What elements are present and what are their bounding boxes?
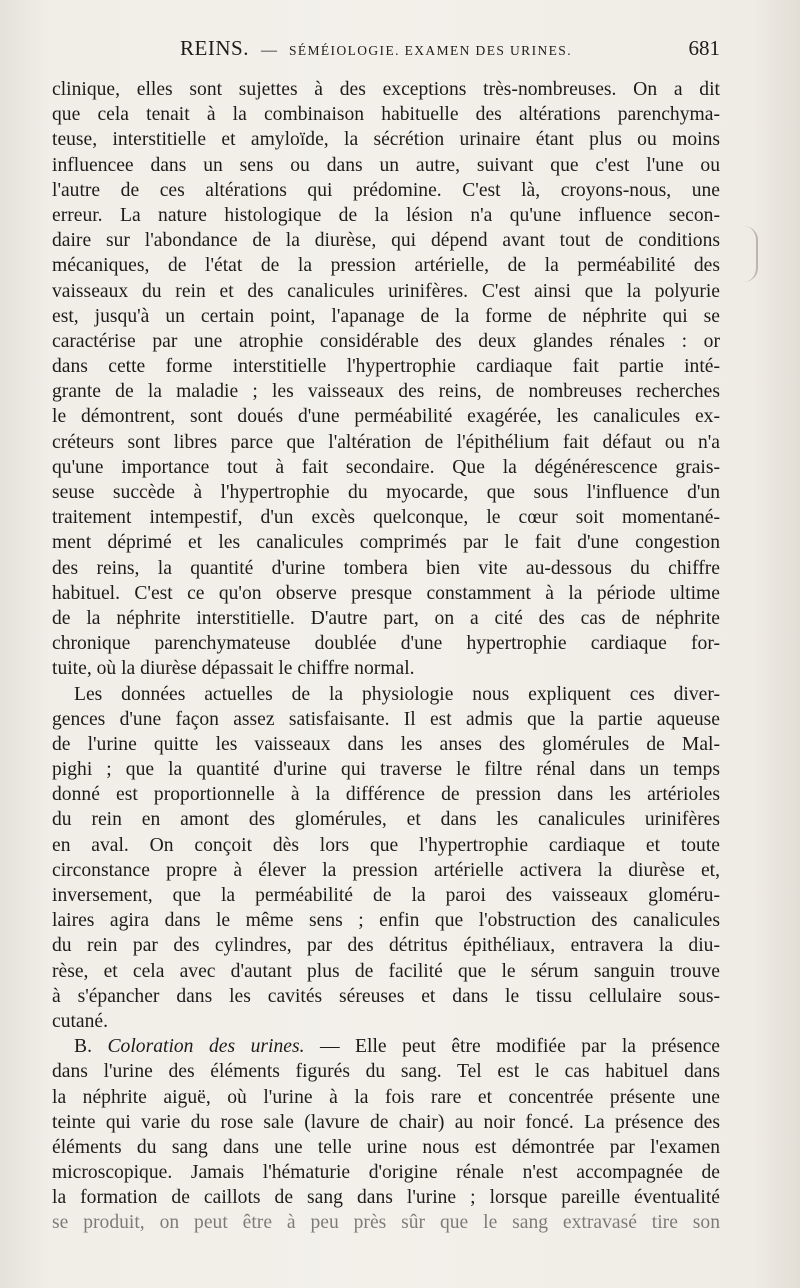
text-line: cutané. <box>52 1010 109 1032</box>
page-number: 681 <box>688 36 720 60</box>
text-line: du rein par des cylindres, par des détritus épithéliaux, entravera la diu- <box>52 935 720 957</box>
text-line: laires agira dans le même sens ; enfin que l'obstruction des canalicules <box>52 910 720 932</box>
text-line: clinique, elles sont sujettes à des exceptions très-nombreuses. On a dit <box>52 79 720 100</box>
running-separator: — <box>260 42 277 59</box>
paragraph-3 <box>52 1034 720 1236</box>
paragraph-1 <box>52 77 720 682</box>
text-line: habituel. C'est ce qu'on observe presque constamment à la période ultime <box>52 582 720 604</box>
text-line: l'autre de ces altérations qui prédomine. C'est là, croyons-nous, une <box>52 179 720 201</box>
text-line: traitement intempestif, d'un excès quelconque, le cœur soit momentané- <box>52 507 720 529</box>
text-line: tuite, où la diurèse dépassait le chiffre normal. <box>52 658 415 680</box>
running-header-text <box>52 36 660 61</box>
text-line: seuse succède à l'hypertrophie du myocarde, que sous l'influence d'un <box>52 482 720 503</box>
text-line: en aval. On conçoit dès lors que l'hypertrophie cardiaque et toute <box>52 834 720 856</box>
text-line: le démontrent, sont doués d'une perméabilité exagérée, les canalicules ex- <box>52 406 720 428</box>
text-line: rèse, et cela avec d'autant plus de facilité que le sérum sanguin trouve <box>52 960 720 982</box>
text-line: pighi ; que la quantité d'urine qui traverse le filtre rénal dans un temps <box>52 759 720 781</box>
text-line: teinte qui varie du rose sale (lavure de chair) au noir foncé. La présence des <box>52 1111 720 1133</box>
body-text <box>52 77 720 1236</box>
margin-pencil-mark <box>744 226 758 282</box>
text-line: mécaniques, de l'état de la pression artérielle, de la perméabilité des <box>52 255 720 277</box>
text-line: grante de la maladie ; les vaisseaux des reins, de nombreuses recherches <box>52 381 720 403</box>
text-line: circonstance propre à élever la pression artérielle activera la diurèse et, <box>52 859 720 881</box>
section-heading-line <box>52 1034 720 1059</box>
text-line: à s'épancher dans les cavités séreuses et dans le tissu cellulaire sous- <box>52 985 720 1007</box>
text-line: des reins, la quantité d'urine tombera bien vite au-dessous du chiffre <box>52 557 720 579</box>
text-line: influencee dans un sens ou dans un autre, suivant que c'est l'une ou <box>52 154 720 176</box>
text-line: la néphrite aiguë, où l'urine à la fois rare et concentrée présente une <box>52 1086 720 1108</box>
text-line: caractérise par une atrophie considérable des deux glandes rénales : or <box>52 330 720 352</box>
text-line: chronique parenchymateuse doublée d'une hypertrophie cardiaque for- <box>52 633 720 655</box>
text-line: éléments du sang dans une telle urine nous est démontrée par l'examen <box>52 1136 720 1158</box>
text-line: créteurs sont libres parce que l'altération de l'épithélium fait défaut ou n'a <box>52 431 720 453</box>
faded-text-line: se produit, on peut être à peu près sûr que le sang extravasé tire son <box>52 1212 720 1234</box>
text-line: erreur. La nature histologique de la lésion n'a qu'une influence secon- <box>52 204 720 226</box>
text-line: dans l'urine des éléments figurés du sang. Tel est le cas habituel dans <box>52 1061 720 1083</box>
paragraph-2 <box>52 682 720 1035</box>
text-line: daire sur l'abondance de la diurèse, qui dépend avant tout de conditions <box>52 230 720 252</box>
text-line: vaisseaux du rein et des canalicules urinifères. C'est ainsi que la polyurie <box>52 280 720 302</box>
running-header <box>52 36 720 70</box>
text-line: donné est proportionnelle à la différence de pression dans les artérioles <box>52 784 720 806</box>
text-line: est, jusqu'à un certain point, l'apanage de la forme de néphrite qui se <box>52 305 720 327</box>
section-first-line-text: — Elle peut être modifiée par la présence <box>319 1036 720 1058</box>
text-line: de l'urine quitte les vaisseaux dans les anses des glomérules de Mal- <box>52 733 720 755</box>
text-line: dans cette forme interstitielle l'hypertrophie cardiaque fait partie inté- <box>52 356 720 378</box>
text-line: du rein en amont des glomérules, et dans les canalicules urinifères <box>52 809 720 831</box>
running-subtitle: SÉMÉIOLOGIE. EXAMEN DES URINES. <box>288 43 572 58</box>
text-line: gences d'une façon assez satisfaisante. Il est admis que la partie aqueuse <box>52 708 720 730</box>
text-line: de la néphrite interstitielle. D'autre part, on a cité des cas de néphrite <box>52 607 720 629</box>
section-title: Coloration des urines. <box>107 1036 305 1058</box>
text-line: ment déprimé et les canalicules comprimés par le fait d'une congestion <box>52 532 720 554</box>
section-label: B. <box>74 1036 92 1058</box>
text-line: inversement, que la perméabilité de la paroi des vaisseaux gloméru- <box>52 885 720 906</box>
text-line: la formation de caillots de sang dans l'urine ; lorsque pareille éventualité <box>52 1187 720 1209</box>
text-line: que cela tenait à la combinaison habituelle des altérations parenchyma- <box>52 104 720 126</box>
text-line: microscopique. Jamais l'hématurie d'origine rénale n'est accompagnée de <box>52 1162 720 1184</box>
text-line: qu'une importance tout à fait secondaire. Que la dégénérescence grais- <box>52 456 720 478</box>
text-line: teuse, interstitielle et amyloïde, la sécrétion urinaire étant plus ou moins <box>52 129 720 151</box>
running-title: REINS. <box>180 36 249 60</box>
text-line: Les données actuelles de la physiologie nous expliquent ces diver- <box>74 683 720 705</box>
